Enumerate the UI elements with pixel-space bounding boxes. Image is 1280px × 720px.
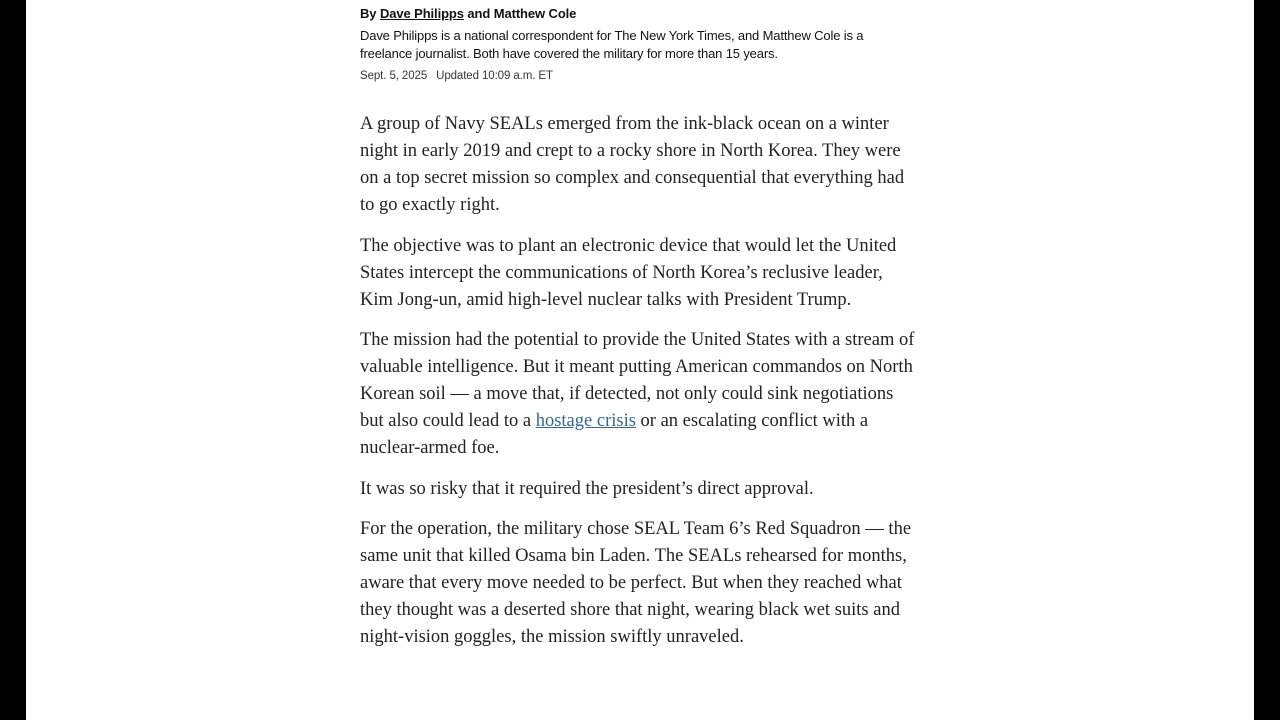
paragraph-2: The objective was to plant an electronic device that would let the United States intercept the communications of North Korea’s reclusive leader, Kim Jong-un, amid high-level nuclear talks with President Trump. [360, 235, 897, 310]
byline [360, 6, 576, 21]
article-page [26, 0, 1254, 720]
paragraph-1: A group of Navy SEALs emerged from the ink-black ocean on a winter night in early 2019 and crept to a rocky shore in North Korea. They were on a top secret mission so complex and consequential that everything had to go exactly right. [360, 114, 905, 215]
author-bio: Dave Philipps is a national correspondent for The New York Times, and Matthew Cole is a freelance journalist. Both have covered the military for more than 15 years. [360, 28, 864, 61]
article-body [360, 111, 920, 665]
paragraph-5: For the operation, the military chose SEAL Team 6’s Red Squadron — the same unit that killed Osama bin Laden. The SEALs rehearsed for months, aware that every move needed to be perfect. But when they reached what they thought was a deserted shore that night, wearing black wet suits and night-vision goggles, the mission swiftly unraveled. [360, 519, 912, 647]
hostage-crisis-link[interactable]: hostage crisis [535, 411, 636, 431]
paragraph-4: It was so risky that it required the president’s direct approval. [360, 478, 814, 499]
updated-time: Updated 10:09 a.m. ET [436, 70, 553, 82]
paragraph-3 [360, 327, 920, 462]
byline-conjunction: and [467, 6, 491, 21]
paragraph-3-text-before: The mission had the potential to provide the United States with a stream of valuable intelligence. But it meant putting American commandos on North Korean soil — a move that, if detected, not only could sink negotiations but also could lead to a [360, 330, 915, 431]
paragraph-3-text-after: or an escalating conflict with a nuclear-armed foe. [360, 411, 869, 458]
author-link-dave-philipps[interactable]: Dave Philipps [379, 6, 464, 21]
byline-prefix: By [360, 6, 377, 21]
author-matthew-cole: Matthew Cole [493, 6, 577, 21]
dateline [360, 70, 553, 82]
publish-date: Sept. 5, 2025 [360, 70, 428, 82]
